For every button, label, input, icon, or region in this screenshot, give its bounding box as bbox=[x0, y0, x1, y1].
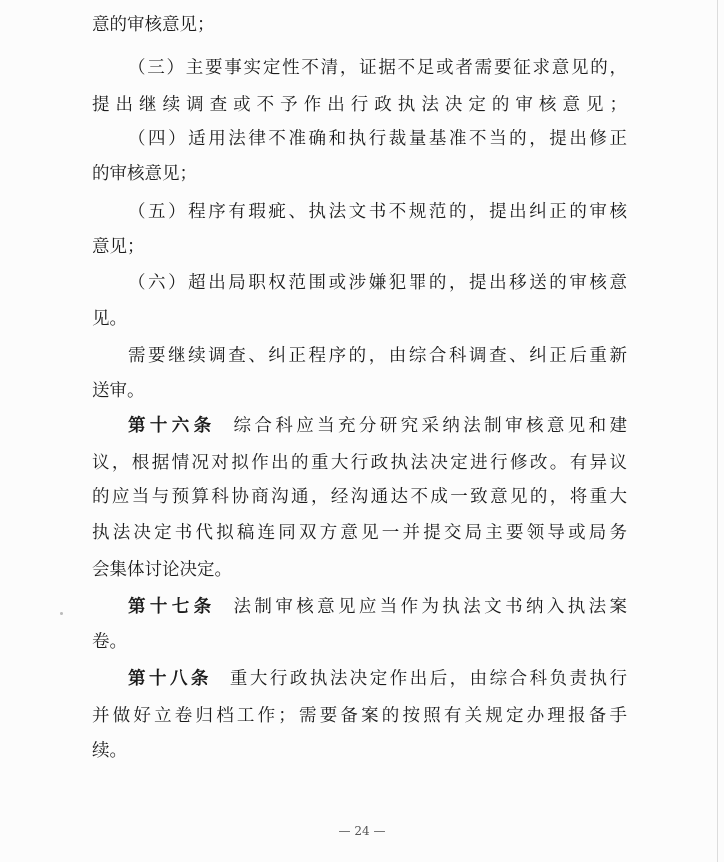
text-line: （六）超出局职权范围或涉嫌犯罪的，提出移送的审核意 bbox=[128, 273, 627, 293]
article-17-text: 法制审核意见应当作为执法文书纳入执法案 bbox=[233, 597, 627, 617]
page-number: — 24 — bbox=[338, 824, 386, 838]
text-line: 送审。 bbox=[92, 381, 145, 401]
text-line: 需要继续调查、纠正程序的，由综合科调查、纠正后重新 bbox=[128, 346, 627, 366]
text-line: 的审核意见； bbox=[92, 164, 197, 184]
text-line: 见。 bbox=[92, 309, 127, 329]
article-18-heading: 第十八条 bbox=[128, 669, 212, 689]
article-16-first-line bbox=[128, 409, 627, 443]
text-line: 卷。 bbox=[92, 632, 127, 652]
text-line: 意的审核意见； bbox=[92, 15, 215, 35]
article-18-text: 重大行政执法决定作出后，由综合科负责执行 bbox=[229, 669, 627, 689]
text-line: （五）程序有瑕疵、执法文书不规范的，提出纠正的审核 bbox=[128, 202, 627, 222]
text-line: 的应当与预算科协商沟通，经沟通达不成一致意见的，将重大 bbox=[92, 487, 627, 507]
page-edge-divider bbox=[717, 0, 718, 862]
text-line: （四）适用法律不准确和执行裁量基准不当的，提出修正 bbox=[128, 129, 627, 149]
text-line: 会集体讨论决定。 bbox=[92, 560, 232, 580]
article-16-heading: 第十六条 bbox=[128, 416, 216, 436]
text-line: 意见； bbox=[92, 237, 145, 257]
text-line: 并做好立卷归档工作；需要备案的按照有关规定办理报备手 bbox=[92, 706, 627, 726]
text-line: 执法决定书代拟稿连同双方意见一并提交局主要领导或局务 bbox=[92, 523, 627, 543]
text-line: 续。 bbox=[92, 741, 127, 761]
text-line: 议，根据情况对拟作出的重大行政执法决定进行修改。有异议 bbox=[92, 453, 627, 473]
article-18-first-line bbox=[128, 662, 627, 696]
text-line: 提出继续调查或不予作出行政执法决定的审核意见； bbox=[92, 95, 627, 115]
article-17-first-line bbox=[128, 590, 627, 624]
scan-speck bbox=[60, 612, 63, 615]
article-16-text: 综合科应当充分研究采纳法制审核意见和建 bbox=[233, 416, 627, 436]
article-17-heading: 第十七条 bbox=[128, 597, 216, 617]
text-line: （三）主要事实定性不清，证据不足或者需要征求意见的， bbox=[128, 58, 627, 78]
